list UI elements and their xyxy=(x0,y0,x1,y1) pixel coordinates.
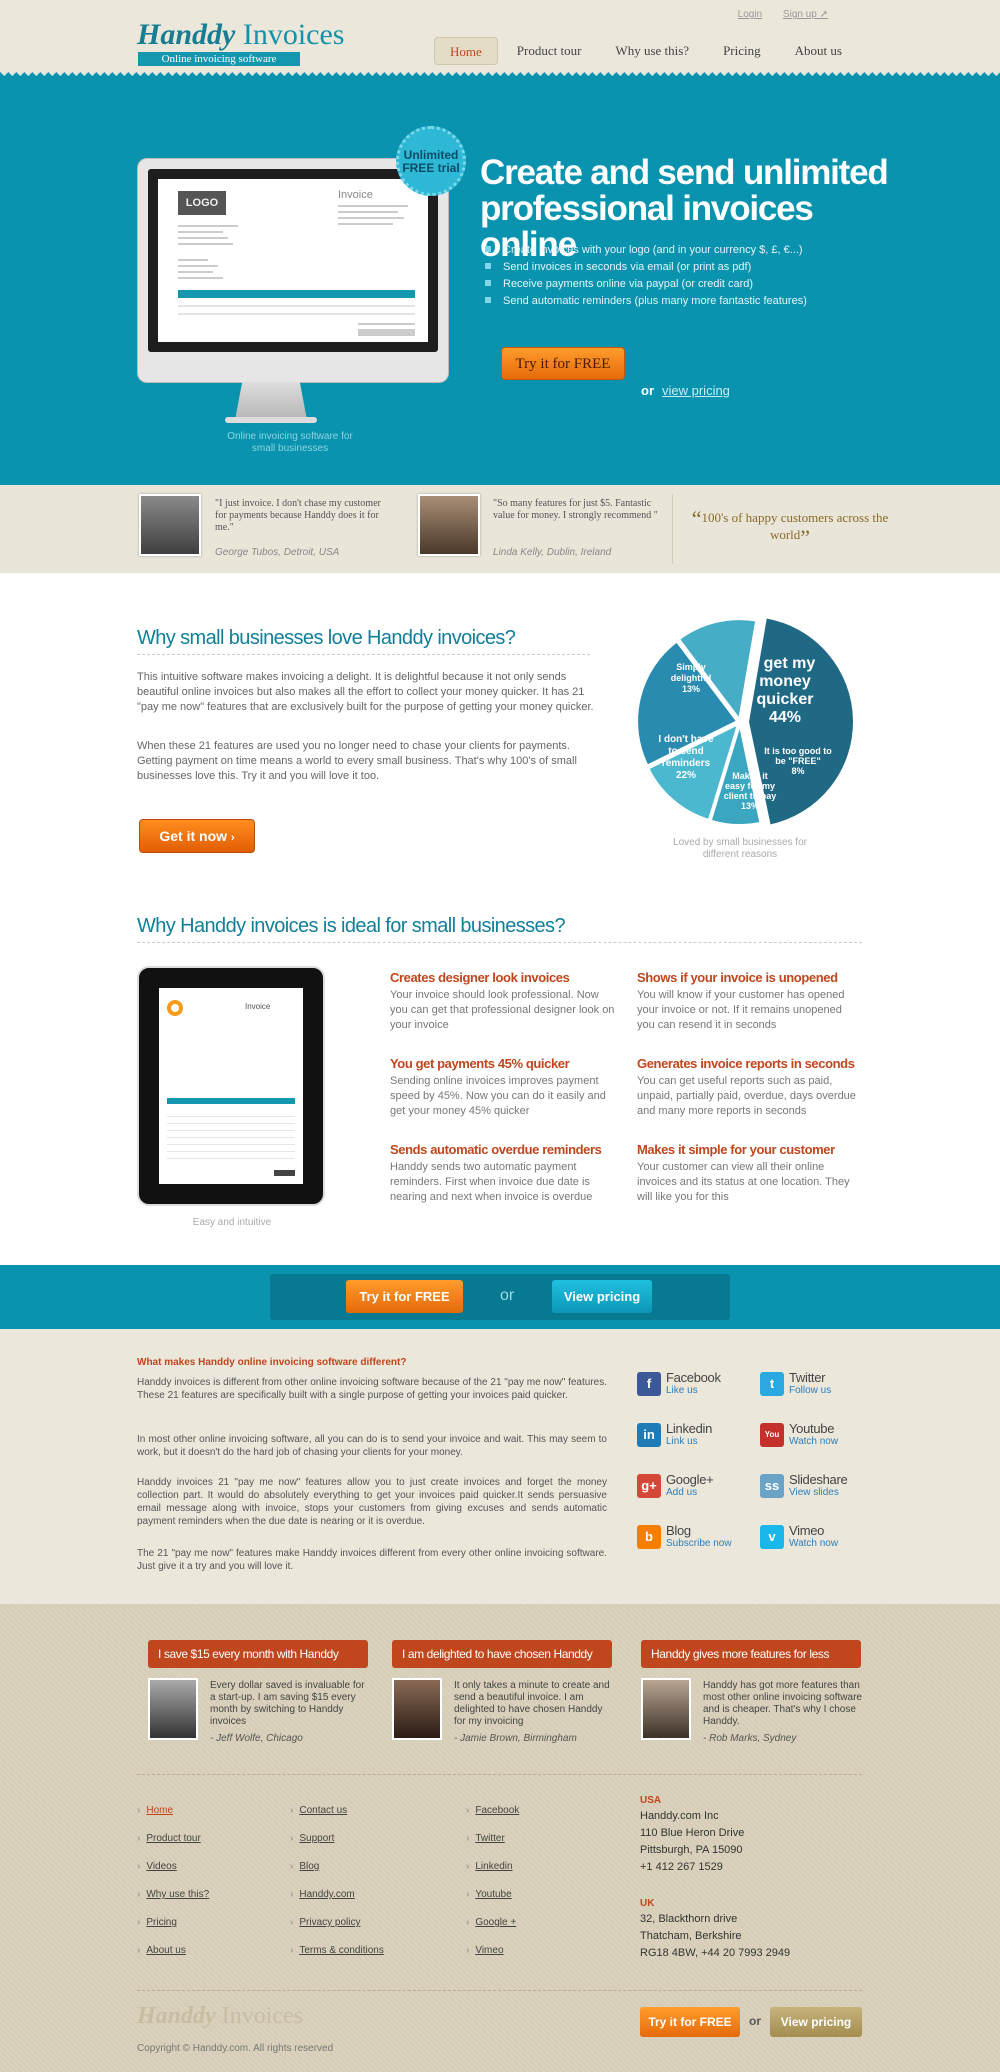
hero-title: Create and send unlimited professional invoices online xyxy=(480,153,888,264)
footer-link[interactable]: › Vimeo xyxy=(466,1945,504,1956)
blog-icon[interactable]: b xyxy=(637,1525,661,1549)
avatar xyxy=(641,1678,691,1740)
tablet-illustration xyxy=(137,966,325,1206)
avatar xyxy=(392,1678,442,1740)
what-makes-paragraph: Handdy invoices is different from other online invoicing software because of the 21 "pay me now" features. These 21 features are specifically built with a single purpose of getting your invoices paid quicker. xyxy=(137,1377,607,1401)
brand-logo[interactable]: Handdy Invoices xyxy=(137,18,345,51)
social-action[interactable]: Link us xyxy=(666,1436,698,1447)
footer-link[interactable]: › Why use this? xyxy=(137,1889,209,1900)
invoice-mockup xyxy=(158,179,428,342)
testimonial-quote: It only takes a minute to create and send a beautiful invoice. I am delighted to have chosen Handdy for my invoicing xyxy=(454,1680,610,1727)
footer-link[interactable]: › Handdy.com xyxy=(290,1889,355,1900)
feature-title: Makes it simple for your customer xyxy=(637,1142,835,1157)
hero-bullet: Receive payments online via paypal (or credit card) xyxy=(485,276,807,293)
googleplus-icon[interactable]: g+ xyxy=(637,1474,661,1498)
main-nav xyxy=(434,37,861,65)
or-text: or xyxy=(500,1287,515,1304)
country-label: USA xyxy=(640,1795,662,1806)
mock-invoice-title: Invoice xyxy=(338,189,373,201)
social-action[interactable]: Follow us xyxy=(789,1385,832,1396)
footer-link[interactable]: › Terms & conditions xyxy=(290,1945,384,1956)
footer-link[interactable]: › About us xyxy=(137,1945,186,1956)
header-zigzag xyxy=(0,72,1000,80)
feature-title: Sends automatic overdue reminders xyxy=(390,1142,602,1157)
twitter-icon[interactable]: t xyxy=(760,1372,784,1396)
feature-text: Your customer can view all their online invoices and its status at one location. They will like you for this xyxy=(637,1161,850,1203)
social-name[interactable]: Slideshare xyxy=(789,1472,848,1487)
feature-text: Handdy sends two automatic payment reminders. First when invoice due date is nearing and next when invoice is overdue xyxy=(390,1161,593,1203)
footer-view-pricing-button[interactable]: View pricing xyxy=(770,2007,862,2037)
hero-or: or view pricing xyxy=(641,383,730,398)
hero-bullet: Send automatic reminders (plus many more fantastic features) xyxy=(485,293,807,310)
avatar xyxy=(148,1678,198,1740)
footer-logo: Handdy Invoices xyxy=(137,2003,303,2029)
tablet-caption: Easy and intuitive xyxy=(192,1217,272,1228)
footer-link[interactable]: › Facebook xyxy=(466,1805,519,1816)
monitor-stand xyxy=(235,382,307,420)
footer-link[interactable]: › Contact us xyxy=(290,1805,347,1816)
social-name[interactable]: Youtube xyxy=(789,1421,835,1436)
pie-label: Makes it easy for my client to pay 13% xyxy=(723,771,777,811)
social-name[interactable]: Facebook xyxy=(666,1370,721,1385)
pie-label: It is too good to be "FREE" 8% xyxy=(764,746,832,776)
avatar xyxy=(139,494,201,556)
testimonial-author: - Jeff Wolfe, Chicago xyxy=(210,1733,303,1744)
footer-link[interactable]: › Videos xyxy=(137,1861,177,1872)
testimonial-ribbon: I save $15 every month with Handdy xyxy=(148,1640,368,1668)
testimonial-author: George Tubos, Detroit, USA xyxy=(215,547,340,558)
social-action[interactable]: View slides xyxy=(789,1487,839,1498)
social-name[interactable]: Blog xyxy=(666,1523,691,1538)
footer-link[interactable]: › Pricing xyxy=(137,1917,177,1928)
mock-logo: LOGO xyxy=(178,191,226,215)
footer-link[interactable]: › Youtube xyxy=(466,1889,512,1900)
footer-link[interactable]: › Linkedin xyxy=(466,1861,513,1872)
testimonial-quote: "I just invoice. I don't chase my customer for payments because Handdy does it for me." xyxy=(215,498,381,533)
free-trial-badge: Unlimited FREE trial xyxy=(396,126,466,196)
footer-link[interactable]: › Twitter xyxy=(466,1833,505,1844)
what-makes-paragraph: In most other online invoicing software, all you can do is to send your invoice and wait. This may seem to work, but it doesn't do the hard job of chasing your clients for your money. xyxy=(137,1434,607,1458)
nav-home[interactable]: Home xyxy=(434,37,498,65)
facebook-icon[interactable]: f xyxy=(637,1372,661,1396)
mock-invoice-title: Invoice xyxy=(245,1002,271,1011)
vimeo-icon[interactable]: v xyxy=(760,1525,784,1549)
copyright: Copyright © Handdy.com. All rights reserved xyxy=(137,2043,334,2054)
social-name[interactable]: Linkedin xyxy=(666,1421,713,1436)
footer-link[interactable]: › Home xyxy=(137,1805,173,1816)
footer-link[interactable]: › Blog xyxy=(290,1861,319,1872)
monitor-illustration xyxy=(137,158,449,383)
footer-or: or xyxy=(749,2014,761,2028)
get-it-now-button[interactable]: Get it now › xyxy=(139,819,255,853)
what-makes-paragraph: The 21 "pay me now" features make Handdy invoices different from every other online invoicing software. Just give it a try and you will love it. xyxy=(137,1548,607,1572)
feature-text: You will know if your customer has opened your invoice or not. If it remains unopened you can resend it in seconds xyxy=(637,989,845,1031)
pie-label: I get my money quicker 44% xyxy=(754,655,816,726)
login-link[interactable]: Login xyxy=(737,9,763,20)
testimonial-quote: Every dollar saved is invaluable for a start-up. I am saving $15 every month by switching to Handdy invoices xyxy=(210,1680,365,1727)
footer-link[interactable]: › Product tour xyxy=(137,1833,201,1844)
top-links xyxy=(720,9,828,20)
brand-tagline: Online invoicing software xyxy=(138,52,300,66)
hero-bullet: Create invoices with your logo (and in your currency $, £, €...) xyxy=(485,242,807,259)
slideshare-icon[interactable]: ss xyxy=(760,1474,784,1498)
testimonial-quote: "So many features for just $5. Fantastic value for money. I strongly recommend " xyxy=(493,498,658,521)
nav-product-tour[interactable]: Product tour xyxy=(516,43,582,58)
linkedin-icon[interactable]: in xyxy=(637,1423,661,1447)
uk-address: 32, Blackthorn drive Thatcham, Berkshire RG18 4BW, +44 20 7993 2949 xyxy=(640,1913,791,1959)
nav-pricing[interactable]: Pricing xyxy=(723,43,761,58)
what-makes-title: What makes Handdy online invoicing software different? xyxy=(137,1357,407,1368)
footer-try-free-button[interactable]: Try it for FREE xyxy=(640,2007,740,2037)
social-name[interactable]: Vimeo xyxy=(789,1523,825,1538)
signup-link[interactable]: Sign up ➚ xyxy=(782,9,828,20)
social-name[interactable]: Twitter xyxy=(789,1370,826,1385)
feature-title: Generates invoice reports in seconds xyxy=(637,1056,855,1071)
social-action[interactable]: Watch now xyxy=(789,1538,839,1549)
social-action[interactable]: Like us xyxy=(666,1385,698,1396)
happy-customers: “100's of happy customers across the world” xyxy=(691,506,889,550)
try-free-button[interactable]: Try it for FREE xyxy=(346,1280,463,1313)
testimonial-author: - Jamie Brown, Birmingham xyxy=(454,1733,577,1744)
social-action[interactable]: Watch now xyxy=(789,1436,839,1447)
country-label: UK xyxy=(640,1898,655,1909)
why-love-paragraph: When these 21 features are used you no longer need to chase your clients for payments. Getting payment on time means a world to every small business. That's why 100's of small businesses love this. Try it and you will love it too. xyxy=(137,740,577,782)
youtube-icon[interactable]: You xyxy=(760,1423,784,1447)
usa-address: Handdy.com Inc 110 Blue Heron Drive Pittsburgh, PA 15090 +1 412 267 1529 xyxy=(640,1810,745,1873)
pie-caption: Loved by small businesses for different reasons xyxy=(673,837,807,860)
testimonial-quote: Handdy has got more features than most other online invoicing software and is cheaper. That's why I chose Handdy. xyxy=(703,1680,862,1727)
testimonial-author: - Rob Marks, Sydney xyxy=(703,1733,797,1744)
view-pricing-link[interactable]: view pricing xyxy=(662,383,730,398)
monitor-caption: Online invoicing software for small businesses xyxy=(227,431,353,454)
pie-label: Simply delightful 13% xyxy=(670,662,712,694)
social-action[interactable]: Add us xyxy=(666,1487,698,1498)
feature-title: You get payments 45% quicker xyxy=(390,1056,570,1071)
feature-text: Sending online invoices improves payment speed by 45%. Now you can do it easily and get your money 45% quicker xyxy=(390,1075,606,1117)
ideal-title: Why Handdy invoices is ideal for small businesses? xyxy=(137,915,565,937)
social-action[interactable]: Subscribe now xyxy=(666,1538,732,1549)
social-name[interactable]: Google+ xyxy=(666,1472,714,1487)
testimonial-author: Linda Kelly, Dublin, Ireland xyxy=(493,547,612,558)
hero-bullets xyxy=(485,242,807,310)
footer-link[interactable]: › Google + xyxy=(466,1917,516,1928)
avatar xyxy=(418,494,480,556)
try-free-button[interactable]: Try it for FREE xyxy=(501,347,625,380)
footer-link[interactable]: › Support xyxy=(290,1833,334,1844)
why-love-paragraph: This intuitive software makes invoicing a delight. It is delightful because it not only sends beautiful online invoices but also makes all the effort to collect your money quicker. It has 21 "pay me now" features that are exclusively built for the purpose of getting your money quicker. xyxy=(137,671,594,713)
feature-text: Your invoice should look professional. Now you can get that professional designer look on your invoice xyxy=(390,989,615,1031)
feature-text: You can get useful reports such as paid, unpaid, partially paid, overdue, days overdue and many more reports in seconds xyxy=(637,1075,856,1117)
pie-label: I don't have to send reminders 22% xyxy=(658,734,714,781)
feature-title: Shows if your invoice is unopened xyxy=(637,970,838,985)
view-pricing-button[interactable]: View pricing xyxy=(552,1280,652,1313)
why-love-title: Why small businesses love Handdy invoices? xyxy=(137,627,516,649)
testimonial-ribbon: I am delighted to have chosen Handdy xyxy=(392,1640,612,1668)
footer-link[interactable]: › Privacy policy xyxy=(290,1917,360,1928)
feature-title: Creates designer look invoices xyxy=(390,970,570,985)
testimonial-ribbon: Handdy gives more features for less xyxy=(641,1640,861,1668)
what-makes-paragraph: Handdy invoices 21 "pay me now" features allow you to just create invoices and forget the money collection part. It would do absolutely everything to get your invoices paid quicker.It sends persuasive email message along with invoice, stops your customers from giving excuses and sends automatic payment reminders when the due date is nearing or it is overdue. xyxy=(137,1477,607,1527)
nav-about[interactable]: About us xyxy=(794,43,842,58)
hero-bullet: Send invoices in seconds via email (or print as pdf) xyxy=(485,259,807,276)
nav-why-use[interactable]: Why use this? xyxy=(615,43,690,58)
